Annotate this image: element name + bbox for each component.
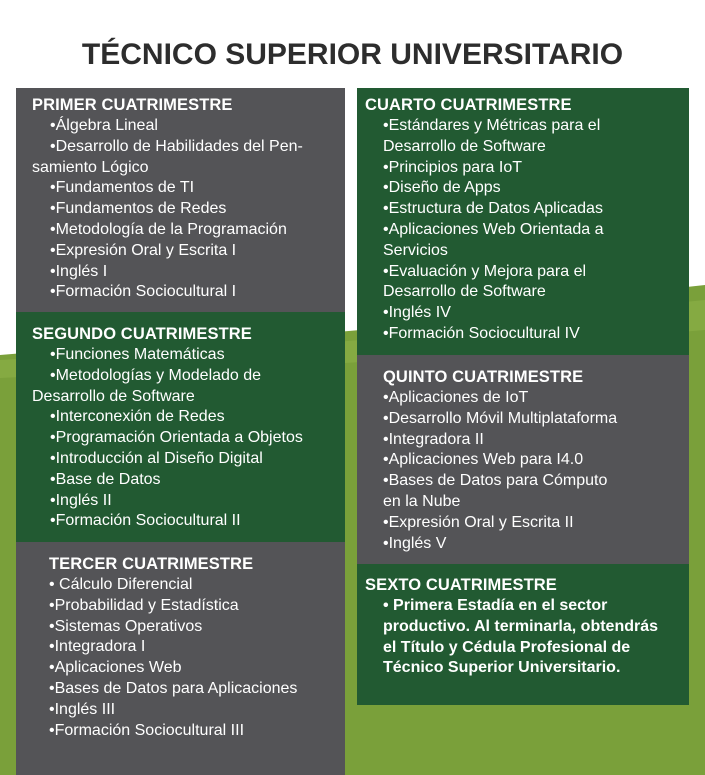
list-item: • Primera Estadía en el sector [383,597,608,614]
section-sexto-cuatrimestre [357,564,689,705]
section-quinto-cuatrimestre [357,355,689,564]
section-heading: TERCER CUATRIMESTRE [49,555,254,573]
list-item: •Desarrollo Móvil Multiplataforma [383,409,618,427]
list-item: •Formación Sociocultural I [50,283,237,301]
list-item: •Sistemas Operativos [49,617,203,635]
section-tercer-cuatrimestre [16,542,345,775]
list-item: •Inglés I [50,262,108,280]
list-item: •Diseño de Apps [383,179,501,197]
list-item: •Evaluación y Mejora para el [383,262,587,280]
list-item: en la Nube [383,492,461,510]
list-item: •Metodología de la Programación [50,220,287,238]
section-heading: SEGUNDO CUATRIMESTRE [32,325,252,343]
list-item: •Desarrollo de Habilidades del Pen- [50,137,303,155]
list-item: •Inglés IV [383,304,451,322]
list-item: • Cálculo Diferencial [49,576,193,593]
section-heading: SEXTO CUATRIMESTRE [365,576,557,594]
list-item: •Inglés II [50,491,112,509]
list-item: •Inglés V [383,534,447,552]
list-item: •Principios para IoT [383,158,522,176]
list-item: Servicios [383,241,448,259]
list-item: •Bases de Datos para Cómputo [383,472,608,490]
list-item: •Aplicaciones Web Orientada a [383,220,604,238]
list-item: •Estándares y Métricas para el [383,117,601,134]
list-item: •Fundamentos de Redes [50,200,227,218]
page-title: TÉCNICO SUPERIOR UNIVERSITARIO [81,38,624,71]
list-item: Desarrollo de Software [383,283,546,301]
list-item: •Álgebra Lineal [50,117,158,134]
list-item: Desarrollo de Software [383,137,546,155]
list-item: •Aplicaciones de IoT [383,389,529,406]
list-item: Desarrollo de Software [32,387,195,405]
list-item: •Interconexión de Redes [50,408,225,426]
list-item: el Título y Cédula Profesional de [383,638,631,656]
list-item: •Base de Datos [50,470,161,488]
list-item: •Estructura de Datos Aplicadas [383,200,603,218]
list-item: •Expresión Oral y Escrita I [50,241,237,259]
list-item: samiento Lógico [32,158,149,176]
list-item: •Formación Sociocultural III [49,721,245,739]
list-item: •Aplicaciones Web para I4.0 [383,451,584,469]
list-item: •Aplicaciones Web [49,659,182,677]
list-item: •Expresión Oral y Escrita II [383,513,574,531]
section-primer-cuatrimestre [16,88,345,312]
section-heading: CUARTO CUATRIMESTRE [365,96,572,114]
list-item: •Formación Sociocultural II [50,512,241,530]
list-item: •Bases de Datos para Aplicaciones [49,679,298,697]
list-item: •Introducción al Diseño Digital [50,449,263,467]
list-item: •Programación Orientada a Objetos [50,429,303,447]
list-item: •Fundamentos de TI [50,179,195,197]
section-heading: QUINTO CUATRIMESTRE [383,368,584,386]
list-item: •Formación Sociocultural IV [383,324,580,342]
list-item: Técnico Superior Universitario. [383,659,621,677]
list-item: •Metodologías y Modelado de [50,366,262,384]
section-segundo-cuatrimestre [16,312,345,542]
list-item: productivo. Al terminarla, obtendrás [383,617,659,635]
list-item: •Integradora II [383,430,484,448]
list-item: •Inglés III [49,700,116,718]
list-item: •Probabilidad y Estadística [49,596,239,614]
section-heading: PRIMER CUATRIMESTRE [32,96,233,114]
list-item: •Integradora I [49,638,146,656]
section-cuarto-cuatrimestre [357,88,689,355]
list-item: •Funciones Matemáticas [50,346,225,363]
